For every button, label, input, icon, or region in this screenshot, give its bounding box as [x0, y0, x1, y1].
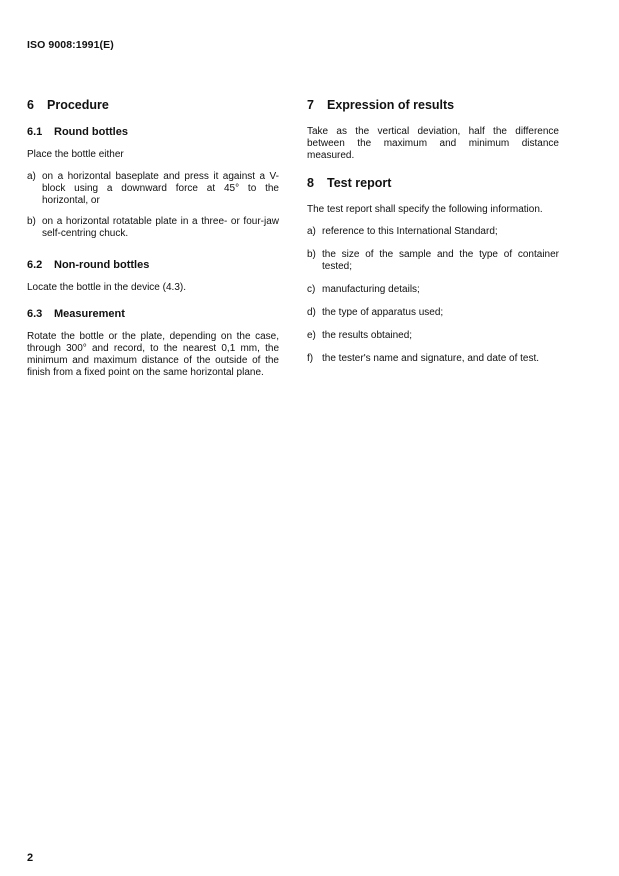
section-number: 6.3 [27, 308, 43, 320]
section-title: Measurement [54, 308, 125, 320]
section-7-text: Take as the vertical deviation, half the difference between the maximum and minimum distance measured. [307, 126, 559, 161]
list-item [307, 353, 559, 365]
list-marker: c) [307, 284, 316, 295]
section-number: 6 [27, 98, 34, 112]
list-item [27, 171, 279, 207]
section-title: Procedure [47, 98, 109, 112]
list-text: the results obtained; [322, 330, 413, 341]
page-number: 2 [27, 852, 34, 864]
section-6-2-text: Locate the bottle in the device (4.3). [27, 282, 186, 293]
section-6-2-heading [27, 259, 279, 272]
section-6-1-intro: Place the bottle either [27, 149, 124, 160]
list-marker: a) [27, 171, 36, 182]
section-number: 6.2 [27, 259, 43, 271]
list-marker: b) [307, 249, 316, 260]
list-marker: a) [307, 226, 316, 237]
section-title: Test report [327, 176, 392, 190]
section-6-1-heading [27, 126, 279, 139]
list-item [307, 226, 559, 238]
list-item [307, 249, 559, 273]
section-6-3-heading [27, 308, 279, 321]
list-text: manufacturing details; [322, 284, 420, 295]
list-text: the size of the sample and the type of container tested; [322, 249, 559, 272]
section-title: Round bottles [54, 126, 128, 138]
list-item [27, 216, 279, 240]
section-8-intro: The test report shall specify the following information. [307, 204, 543, 215]
section-number: 8 [307, 176, 314, 190]
list-text: the tester's name and signature, and date of test. [322, 353, 540, 364]
document-id-header: ISO 9008:1991(E) [27, 39, 114, 51]
section-8-heading [307, 176, 559, 191]
right-column [307, 98, 559, 376]
list-item [307, 307, 559, 319]
section-number: 7 [307, 98, 314, 112]
section-number: 6.1 [27, 126, 43, 138]
list-item [307, 330, 559, 342]
section-title: Expression of results [327, 98, 455, 112]
list-marker: e) [307, 330, 316, 341]
section-6-heading [27, 98, 279, 113]
list-item [307, 284, 559, 296]
section-title: Non-round bottles [54, 259, 150, 271]
list-text: the type of apparatus used; [322, 307, 444, 318]
list-marker: f) [307, 353, 314, 364]
section-6-1-list [27, 171, 279, 240]
list-marker: b) [27, 216, 36, 227]
list-text: reference to this International Standard; [322, 226, 498, 237]
left-column [27, 98, 279, 379]
section-6-3-text: Rotate the bottle or the plate, depending on the case, through 300° and record, to the nearest 0,1 mm, the minimum and maximum distance of the outside of the finish from a fixed point on the same horizontal plane. [27, 331, 279, 378]
list-marker: d) [307, 307, 316, 318]
list-text: on a horizontal rotatable plate in a three- or four-jaw self-centring chuck. [42, 216, 279, 239]
list-text: on a horizontal baseplate and press it against a V-block using a downward force at 45° to the horizontal, or [42, 171, 279, 206]
section-7-heading [307, 98, 559, 113]
section-8-list [307, 226, 559, 365]
